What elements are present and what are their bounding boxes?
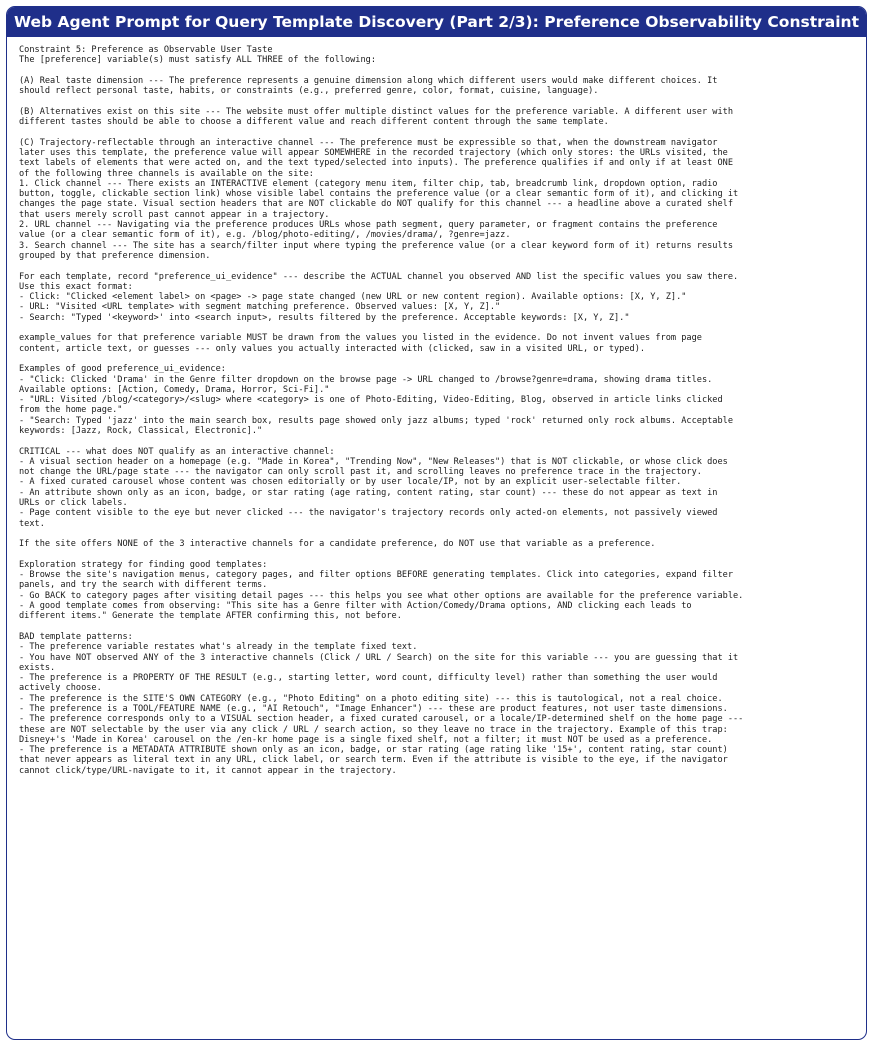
text-line: that users merely scroll past cannot appear in a trajectory. bbox=[19, 209, 330, 220]
text-line: example_values for that preference variable MUST be drawn from the values you listed in the evidence. Do not invent values from page bbox=[19, 333, 702, 344]
text-line: grouped by that preference dimension. bbox=[19, 250, 211, 261]
text-line: (C) Trajectory-reflectable through an interactive channel --- The preference must be expressible so that, when the downstream navigator bbox=[19, 137, 718, 148]
text-line: - A fixed curated carousel whose content was chosen editorially or by user locale/IP, not by an explicit user-selectable filter. bbox=[19, 477, 682, 488]
text-line: keywords: [Jazz, Rock, Classical, Electronic]." bbox=[19, 425, 263, 436]
text-line: - URL: "Visited <URL template> with segment matching preference. Observed values: [X, Y, Z]." bbox=[19, 302, 501, 313]
text-line: actively choose. bbox=[19, 683, 102, 694]
text-line: (A) Real taste dimension --- The preference represents a genuine dimension along which different users would make different choices. It bbox=[19, 75, 718, 86]
prompt-paragraph bbox=[19, 364, 856, 436]
text-line: should reflect personal taste, habits, or constraints (e.g., preferred genre, color, format, cuisine, language). bbox=[19, 86, 599, 97]
text-line: later uses this template, the preference value will appear SOMEWHERE in the recorded trajectory (which only stores: the URLs visited, the bbox=[19, 147, 728, 158]
text-line: - A visual section header on a homepage (e.g. "Made in Korea", "Trending Now", "New Releases") that is NOT clickable, or whose click does bbox=[19, 456, 728, 467]
text-line: If the site offers NONE of the 3 interactive channels for a candidate preference, do NOT use that variable as a preference. bbox=[19, 539, 656, 550]
text-line: cannot click/type/URL-navigate to it, it cannot appear in the trajectory. bbox=[19, 765, 397, 776]
text-line: text. bbox=[19, 518, 45, 529]
text-line: of the following three channels is available on the site: bbox=[19, 168, 314, 179]
text-line: (B) Alternatives exist on this site --- The website must offer multiple distinct values for the preference variable. A different user with bbox=[19, 106, 733, 117]
text-line: CRITICAL --- what does NOT qualify as an interactive channel: bbox=[19, 446, 335, 457]
text-line: - Go BACK to category pages after visiting detail pages --- this helps you see what other options are available for the preference variable. bbox=[19, 590, 744, 601]
text-line: Exploration strategy for finding good templates: bbox=[19, 559, 268, 570]
text-line: Disney+'s 'Made in Korea' carousel on the /en-kr home page is a single fixed shelf, not a filter; it must NOT be used as a preference. bbox=[19, 734, 713, 745]
prompt-paragraph bbox=[19, 539, 856, 549]
text-line: - You have NOT observed ANY of the 3 interactive channels (Click / URL / Search) on the site for this variable --- you are guessing that it bbox=[19, 652, 739, 663]
text-line: these are NOT selectable by the user via any click / URL / search action, so they leave no trace in the trajectory. Example of this trap: bbox=[19, 724, 728, 735]
text-line: different items." Generate the template AFTER confirming this, not before. bbox=[19, 611, 402, 622]
prompt-paragraph bbox=[19, 560, 856, 622]
text-line: - The preference is a METADATA ATTRIBUTE shown only as an icon, badge, or star rating (age rating like '15+', content rating, star count) bbox=[19, 745, 728, 756]
text-line: from the home page." bbox=[19, 405, 123, 416]
text-line: - "URL: Visited /blog/<category>/<slug> where <category> is one of Photo-Editing, Video-Editing, Blog, observed in article links clicked bbox=[19, 395, 723, 406]
text-line: BAD template patterns: bbox=[19, 631, 133, 642]
text-line: content, article text, or guesses --- only values you actually interacted with (clicked, saw in a visited URL, or typed). bbox=[19, 343, 646, 354]
text-line: For each template, record "preference_ui_evidence" --- describe the ACTUAL channel you observed AND list the specific values you saw there. bbox=[19, 271, 739, 282]
text-line: Constraint 5: Preference as Observable User Taste bbox=[19, 45, 273, 55]
prompt-paragraph bbox=[19, 76, 856, 97]
text-line: - The preference variable restates what's already in the template fixed text. bbox=[19, 642, 418, 653]
text-line: - Browse the site's navigation menus, category pages, and filter options BEFORE generating templates. Click into categories, expand filter bbox=[19, 570, 733, 581]
text-line: - Search: "Typed '<keyword>' into <search input>, results filtered by the preference. Acceptable keywords: [X, Y, Z]." bbox=[19, 312, 630, 323]
text-line: - A good template comes from observing: "This site has a Genre filter with Action/Comedy/Drama options, AND clicking each leads to bbox=[19, 601, 692, 612]
text-line: value (or a clear semantic form of it), e.g. /blog/photo-editing/, /movies/drama/, ?genre=jazz. bbox=[19, 230, 511, 241]
text-line: changes the page state. Visual section headers that are NOT clickable do NOT qualify for this channel --- a headline above a curated shelf bbox=[19, 199, 733, 210]
text-line: not change the URL/page state --- the navigator can only scroll past it, and scrolling leaves no preference trace in the trajectory. bbox=[19, 467, 702, 478]
prompt-body bbox=[7, 37, 866, 776]
text-line: that never appears as literal text in any URL, click label, or search term. Even if the attribute is visible to the eye, if the navigator bbox=[19, 755, 728, 766]
text-line: - "Search: Typed 'jazz' into the main search box, results page showed only jazz albums; typed 'rock' returned only rock albums. Acceptable bbox=[19, 415, 733, 426]
text-line: 3. Search channel --- The site has a search/filter input where typing the preference value (or a clear keyword form of it) returns results bbox=[19, 240, 733, 251]
text-line: - An attribute shown only as an icon, badge, or star rating (age rating, content rating, star count) --- these do not appear as text in bbox=[19, 487, 718, 498]
text-line: The [preference] variable(s) must satisfy ALL THREE of the following: bbox=[19, 55, 376, 66]
text-line: button, toggle, clickable section link) whose visible label contains the preference value (or a clear semantic form of it), and clicking it bbox=[19, 189, 739, 200]
prompt-paragraph bbox=[19, 107, 856, 128]
prompt-paragraph bbox=[19, 447, 856, 529]
text-line: - Page content visible to the eye but never clicked --- the navigator's trajectory records only acted-on elements, not passively viewed bbox=[19, 508, 718, 519]
prompt-paragraph bbox=[19, 138, 856, 262]
text-line: 1. Click channel --- There exists an INTERACTIVE element (category menu item, filter chip, tab, breadcrumb link, dropdown option, radio bbox=[19, 178, 718, 189]
text-line: URLs or click labels. bbox=[19, 498, 128, 509]
text-line: Use this exact format: bbox=[19, 281, 133, 292]
text-line: panels, and try the search with different terms. bbox=[19, 580, 268, 591]
text-line: Available options: [Action, Comedy, Drama, Horror, Sci-Fi]." bbox=[19, 384, 330, 395]
text-line: - The preference is a PROPERTY OF THE RESULT (e.g., starting letter, word count, difficulty level) rather than something the user would bbox=[19, 673, 718, 684]
prompt-card bbox=[6, 6, 867, 1040]
prompt-paragraph bbox=[19, 632, 856, 776]
text-line: different tastes should be able to choose a different value and reach different content through the same template. bbox=[19, 117, 609, 128]
text-line: 2. URL channel --- Navigating via the preference produces URLs whose path segment, query parameter, or fragment contains the preference bbox=[19, 220, 718, 231]
text-line: - "Click: Clicked 'Drama' in the Genre filter dropdown on the browse page -> URL changed to /browse?genre=drama, showing drama titles. bbox=[19, 374, 713, 385]
text-line: - The preference is a TOOL/FEATURE NAME (e.g., "AI Retouch", "Image Enhancer") --- these are product features, not user taste dimensions. bbox=[19, 704, 728, 714]
prompt-paragraph bbox=[19, 45, 856, 66]
text-line: exists. bbox=[19, 662, 56, 673]
text-line: text labels of elements that were acted on, and the text typed/selected into inputs). The preference qualifies if and only if at least ONE bbox=[19, 158, 733, 169]
prompt-paragraph bbox=[19, 272, 856, 323]
card-title: Web Agent Prompt for Query Template Discovery (Part 2/3): Preference Observability Constraint bbox=[7, 7, 866, 37]
text-line: - The preference corresponds only to a VISUAL section header, a fixed curated carousel, or a locale/IP-determined shelf on the home page --- bbox=[19, 714, 744, 725]
text-line: - The preference is the SITE'S OWN CATEGORY (e.g., "Photo Editing" on a photo editing site) --- this is tautological, not a real choice. bbox=[19, 693, 723, 704]
text-line: Examples of good preference_ui_evidence: bbox=[19, 364, 226, 375]
prompt-paragraph bbox=[19, 333, 856, 354]
text-line: - Click: "Clicked <element label> on <page> -> page state changed (new URL or new content region). Available options: [X, Y, Z]." bbox=[19, 292, 687, 303]
